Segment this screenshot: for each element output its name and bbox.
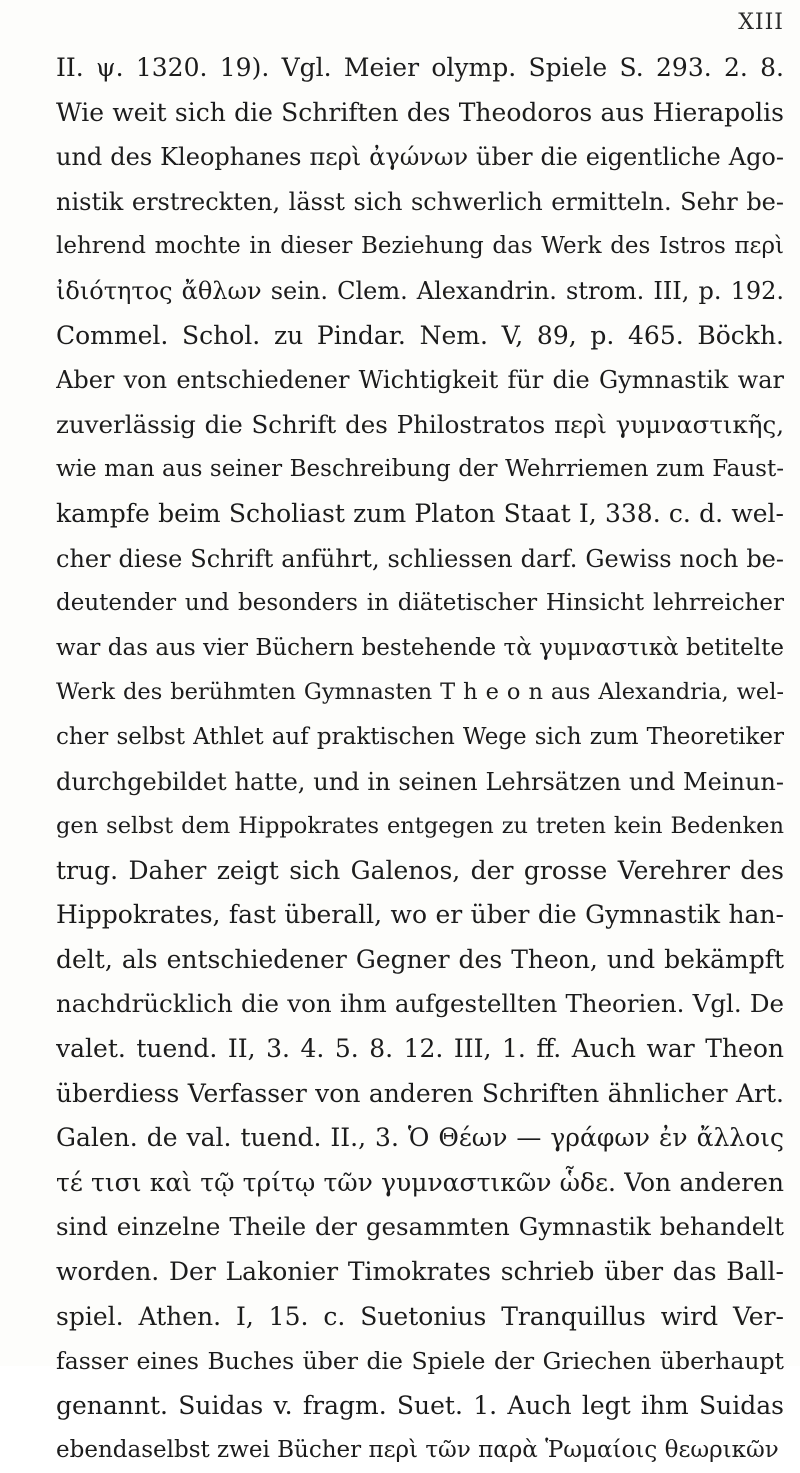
text-line: cher selbst Athlet auf praktischen Wege sich zum Theoretiker <box>56 723 784 750</box>
text-line: spiel. Athen. I, 15. c. Suetonius Tranquillus wird Ver- <box>56 1301 784 1331</box>
text-line: Werk des berühmten Gymnasten T h e o n aus Alexandria, wel- <box>56 679 784 706</box>
body-text <box>56 46 784 1473</box>
text-line: cher diese Schrift anführt, schliessen darf. Gewiss noch be- <box>56 544 784 573</box>
text-line: Commel. Schol. zu Pindar. Nem. V, 89, p. 465. Böckh. <box>56 320 784 350</box>
text-line: gen selbst dem Hippokrates entgegen zu treten kein Bedenken <box>56 813 784 840</box>
text-line: Wie weit sich die Schriften des Theodoros aus Hierapolis <box>56 97 784 127</box>
text-line: wie man aus seiner Beschreibung der Wehrriemen zum Faust- <box>56 456 784 483</box>
text-line: nachdrücklich die von ihm aufgestellten Theorien. Vgl. De <box>56 989 784 1019</box>
text-line: ἰδιότητος ἄθλων sein. Clem. Alexandrin. strom. III, p. 192. <box>56 276 784 305</box>
text-line: überdiess Verfasser von anderen Schriften ähnlicher Art. <box>56 1078 784 1108</box>
text-line: ebendaselbst zwei Bücher περὶ τῶν παρὰ Ῥωμαίοις θεωρικῶν <box>56 1437 779 1464</box>
text-line: II. ψ. 1320. 19). Vgl. Meier olymp. Spiele S. 293. 2. 8. <box>56 53 784 82</box>
text-line: sind einzelne Theile der gesammten Gymnastik behandelt <box>56 1212 784 1242</box>
text-line: worden. Der Lakonier Timokrates schrieb über das Ball- <box>56 1257 784 1287</box>
text-line: Hippokrates, fast überall, wo er über die Gymnastik han- <box>56 900 784 930</box>
text-line: delt, als entschiedener Gegner des Theon, und bekämpft <box>56 944 784 974</box>
text-line: Galen. de val. tuend. II., 3. Ὁ Θέων — γράφων ἐν ἄλλοις <box>56 1123 784 1153</box>
text-line: genannt. Suidas v. fragm. Suet. 1. Auch legt ihm Suidas <box>56 1390 784 1420</box>
text-line: trug. Daher zeigt sich Galenos, der grosse Verehrer des <box>56 855 784 885</box>
text-line: fasser eines Buches über die Spiele der Griechen überhaupt <box>56 1347 784 1376</box>
text-line: nistik erstreckten, lässt sich schwerlich ermitteln. Sehr be- <box>56 187 784 216</box>
page-number: XIII <box>738 10 784 35</box>
text-line: und des Kleophanes περὶ ἀγώνων über die eigentliche Ago- <box>56 143 784 172</box>
text-line: war das aus vier Büchern bestehende τὰ γυμναστικὰ betitelte <box>56 634 784 661</box>
text-line: τέ τισι καὶ τῷ τρίτῳ τῶν γυμναστικῶν ὧδε. Von anderen <box>56 1167 784 1197</box>
text-line: kampfe beim Scholiast zum Platon Staat I, 338. c. d. wel- <box>56 498 784 528</box>
text-line: valet. tuend. II, 3. 4. 5. 8. 12. III, 1. ff. Auch war Theon <box>56 1034 784 1064</box>
text-line: zuverlässig die Schrift des Philostratos περὶ γυμναστικῆς, <box>56 409 784 439</box>
text-line: lehrend mochte in dieser Beziehung das Werk des Istros περὶ <box>56 233 784 260</box>
text-line: deutender und besonders in diätetischer Hinsicht lehrreicher <box>56 590 784 617</box>
text-line: durchgebildet hatte, und in seinen Lehrsätzen und Meinun- <box>56 767 784 796</box>
text-line: Aber von entschiedener Wichtigkeit für die Gymnastik war <box>56 366 784 395</box>
